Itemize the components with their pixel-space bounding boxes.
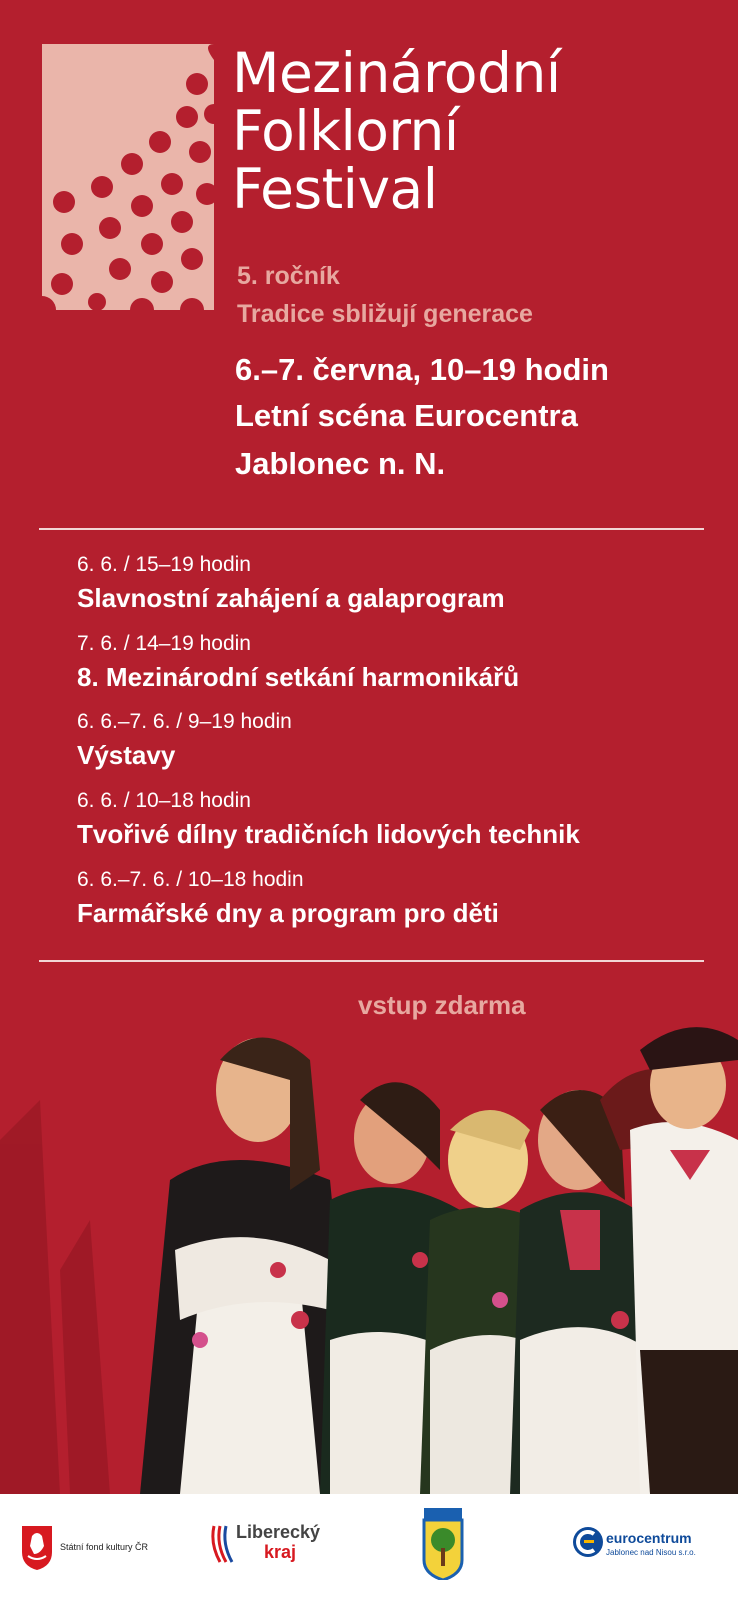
program-time: 6. 6.–7. 6. / 10–18 hodin [77,868,304,891]
eurocentrum-suffix: s.r.o. [678,1548,696,1557]
eurocentrum-city: Jablonec nad Nisou [606,1548,677,1557]
czech-lion-emblem-icon [20,1524,54,1570]
lace-pattern-logo-icon [42,44,214,310]
sponsor-footer [0,1494,738,1600]
eurocentrum-label: eurocentrum [606,1530,692,1546]
program-name: Farmářské dny a program pro děti [77,898,499,928]
program-time: 7. 6. / 14–19 hodin [77,632,251,655]
venue: Letní scéna Eurocentra [235,398,578,433]
folk-dancers-illustration [0,1020,738,1494]
motto: Tradice sbližují generace [237,300,533,328]
date-time: 6.–7. června, 10–19 hodin [235,352,609,387]
title-line-2: Folklorní [232,99,459,163]
divider-bottom [39,960,704,962]
title-line-1: Mezinárodní [232,41,561,105]
divider-top [39,528,704,530]
program-name: Tvořivé dílny tradičních lidových technik [77,819,580,849]
liberec-region-logo-icon [210,1524,236,1564]
sfk-label: Státní fond kultury ČR [60,1542,149,1552]
title-line-3: Festival [232,157,438,221]
program-time: 6. 6.–7. 6. / 9–19 hodin [77,710,292,733]
liberec-label-2: kraj [264,1542,297,1562]
program-name: 8. Mezinárodní setkání harmonikářů [77,662,520,692]
city: Jablonec n. N. [235,446,446,481]
sponsor-eurocentrum [572,1524,722,1570]
edition: 5. ročník [237,262,340,290]
program-time: 6. 6. / 15–19 hodin [77,553,251,576]
liberec-label-1: Liberecký [236,1522,321,1542]
sponsor-sfk [20,1524,160,1570]
admission-free: vstup zdarma [358,990,526,1020]
program-name: Výstavy [77,740,176,770]
program-name: Slavnostní zahájení a galaprogram [77,583,505,613]
jablonec-coat-of-arms-icon [420,1508,466,1580]
program-time: 6. 6. / 10–18 hodin [77,789,251,812]
sponsor-liberecky-kraj [210,1520,320,1570]
eurocentrum-sub [606,1548,696,1557]
eurocentrum-logo-icon [572,1526,604,1558]
